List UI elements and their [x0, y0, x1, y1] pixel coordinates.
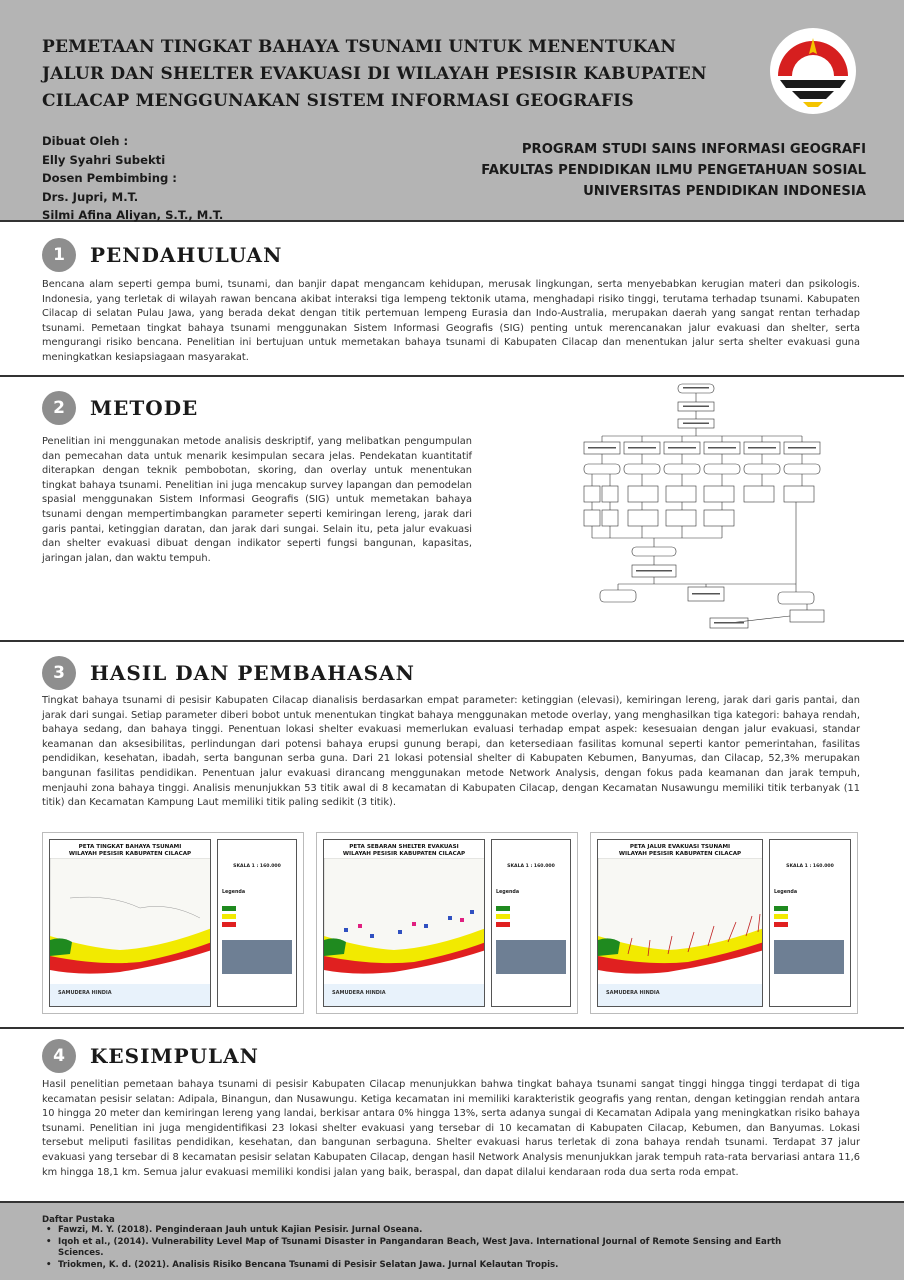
map-sea-label: SAMUDERA HINDIA [58, 990, 112, 996]
references-band [0, 1201, 904, 1280]
section-2-text: Penelitian ini menggunakan metode analisis deskriptif, yang melibatkan pengumpulan dan pemecahan data untuk menarik kesimpulan secara jelas. Pendekatan kuantitatif diterapkan dengan teknik pembobotan, skoring, dan overlay untuk menentukan tingkat bahaya tsunami. Penelitian ini juga mencakup survey lapangan dan pemodelan spasial menggunakan Sistem Informasi Geografis (SIG) untuk memetakan bahaya tsunami dengan mempertimbangkan parameter seperti kemiringan lereng, jarak dari garis pantai, ketinggian daratan, dan jarak dari sungai. Selain itu, peta jalur evakuasi dan shelter evakuasi dibuat dengan indikator seperti fungsi bangunan, kapasitas, jaringan jalan, dan waktu tempuh. [42, 436, 472, 564]
section-number-badge: 3 [42, 656, 76, 690]
map-legend-panel [769, 839, 851, 1007]
author-name: Elly Syahri Subekti [42, 152, 166, 167]
inset-map [496, 940, 566, 974]
section-number-badge: 2 [42, 391, 76, 425]
poster-title [42, 34, 762, 115]
map-canvas [323, 839, 485, 1007]
reference-item: • Iqoh et al., (2014). Vulnerability Level Map of Tsunami Disaster in Pangandaran Beach, West Java. International Journal of Remote Sensing and Earth Sciences. [44, 1237, 824, 1260]
map-scale: SKALA 1 : 160.000 [507, 864, 555, 869]
section-number-badge: 1 [42, 238, 76, 272]
section-3-text: Tingkat bahaya tsunami di pesisir Kabupaten Cilacap dianalisis berdasarkan empat parameter: ketinggian (elevasi), kemiringan lereng, jarak dari garis pantai, dan jarak dari sungai. Setiap parameter diberi bobot untuk menentukan tingkat bahaya menggunakan metode overlay, yang menghasilkan tiga kategori: bahaya rendah, bahaya sedang, dan bahaya tinggi. Penentuan lokasi shelter evakuasi memerlukan evaluasi terhadap empat aspek: kesesuaian dengan jalur evakuasi, standar keamanan dan aksesibilitas, perlindungan dari potensi bahaya erupsi gunung berapi, dan ketersediaan fasilitas komunal seperti kantor pemerintahan, fasilitas pendidikan, kesehatan, ibadah, serta bangunan serba guna. Dari 21 lokasi potensial shelter di Kabupaten Kebumen, Banyumas, dan Cilacap, 52,3% merupakan bangunan fasilitas pendidikan. Penentuan jalur evakuasi dirancang menggunakan metode Network Analysis, dengan fokus pada keamanan dan jarak tempuh, menjauhi zona bahaya tinggi. Analisis menunjukkan 53 titik awal di 8 kecamatan di Kabupaten Cilacap, dengan Kecamatan Nusawungu memiliki titik terbanyak (11 titik) dan Kecamatan Kampung Laut memiliki titik paling sedikit (3 titik). [42, 695, 860, 809]
section-title: PENDAHULUAN [90, 243, 283, 267]
study-program: PROGRAM STUDI SAINS INFORMASI GEOGRAFI [521, 142, 866, 157]
section-title: KESIMPULAN [90, 1044, 259, 1068]
section-divider [0, 375, 904, 377]
legend-swatch-low [222, 906, 236, 911]
map-legend-panel [491, 839, 571, 1007]
inset-map [222, 940, 292, 974]
map-scale: SKALA 1 : 160.000 [233, 864, 281, 869]
poster-header [0, 0, 904, 222]
supervisor-1: Drs. Jupri, M.T. [42, 189, 139, 204]
method-flowchart [580, 382, 872, 632]
legend-swatch-high [222, 922, 236, 927]
faculty: FAKULTAS PENDIDIKAN ILMU PENGETAHUAN SOSIAL [481, 163, 866, 178]
map-title: PETA JALUR EVAKUASI TSUNAMI WILAYAH PESISIR KABUPATEN CILACAP [618, 844, 742, 857]
legend-swatch-high [496, 922, 510, 927]
section-divider [0, 640, 904, 642]
supervisor-2: Silmi Afina Aliyan, S.T., M.T. [42, 208, 224, 223]
supervisor-label: Dosen Pembimbing : [42, 171, 177, 186]
map-title: PETA SEBARAN SHELTER EVAKUASI WILAYAH PESISIR KABUPATEN CILACAP [342, 844, 466, 857]
legend-swatch-high [774, 922, 788, 927]
legend-swatch-low [774, 906, 788, 911]
map-legend-title: Legenda [774, 890, 798, 895]
map-sea-label: SAMUDERA HINDIA [332, 990, 386, 996]
map-shelter-distribution [316, 832, 578, 1014]
map-canvas [597, 839, 763, 1007]
map-legend-title: Legenda [222, 890, 246, 895]
title-line-2: JALUR DAN SHELTER EVAKUASI DI WILAYAH PESISIR KABUPATEN [42, 64, 707, 84]
legend-swatch-low [496, 906, 510, 911]
institution-block [481, 139, 866, 202]
references-list [44, 1225, 824, 1271]
references-title: Daftar Pustaka [42, 1215, 115, 1225]
section-4-text: Hasil penelitian pemetaan bahaya tsunami di pesisir Kabupaten Cilacap menunjukkan bahwa tingkat bahaya tsunami sangat tinggi hingga tinggi terdapat di tiga kecamatan pesisir selatan: Adipala, Binangun, dan Nusawungu. Ketiga kecamatan ini memiliki karakteristik geografis yang rentan, dengan ketinggian rendah antara 10 hingga 20 meter dan kemiringan lereng yang landai, berkisar antara 0% hingga 13%, serta adanya sungai di Kecamatan Adipala yang meningkatkan risiko bahaya tsunami. Penelitian ini juga mengidentifikasi 23 lokasi shelter evakuasi yang tersebar di 10 kecamatan di Kabupaten Cilacap, Kebumen, dan Banyumas. Lokasi tersebut meliputi fasilitas pendidikan, kesehatan, dan bangunan serbaguna. Shelter evakuasi harus terletak di zona bahaya rendah tsunami. Terdapat 37 jalur evakuasi yang tersebar di 8 kecamatan pesisir selatan Kabupaten Cilacap, dengan hasil Network Analysis menunjukkan jarak tempuh rata-rata bervariasi antara 11,6 km hingga 18,1 km. Semua jalur evakuasi memiliki kondisi jalan yang baik, beraspal, dan dapat dilalui kendaraan roda dua serta roda empat. [42, 1079, 860, 1178]
map-sea-label: SAMUDERA HINDIA [606, 990, 660, 996]
map-scale: SKALA 1 : 160.000 [786, 864, 834, 869]
section-title: HASIL DAN PEMBAHASAN [90, 661, 415, 685]
author-label: Dibuat Oleh : [42, 134, 129, 148]
legend-swatch-medium [222, 914, 236, 919]
inset-map [774, 940, 844, 974]
section-1-text: Bencana alam seperti gempa bumi, tsunami, dan banjir dapat mengancam kehidupan, merusak lingkungan, serta menyebabkan kerugian materi dan psikologis. Indonesia, yang terletak di wilayah rawan bencana akibat interaksi tiga lempeng tektonik utama, menghadapi risiko tinggi, terutama terhadap tsunami. Kabupaten Cilacap di selatan Pulau Jawa, yang berada dekat dengan titik pertemuan lempeng Eurasia dan Indo-Australia, merupakan daerah yang sangat rentan terhadap tsunami. Pemetaan tingkat bahaya tsunami menggunakan Sistem Informasi Geografis (SIG) penting untuk merencanakan jalur evakuasi dan shelter, serta mengurangi risiko bencana. Penelitian ini bertujuan untuk memetakan bahaya tsunami di Kabupaten Cilacap dan menentukan jalur serta shelter evakuasi guna meningkatkan kesiapsiagaan masyarakat. [42, 279, 860, 363]
legend-swatch-medium [496, 914, 510, 919]
map-legend-title: Legenda [496, 890, 520, 895]
section-title: METODE [90, 396, 199, 420]
reference-item: • Triokmen, K. d. (2021). Analisis Risiko Bencana Tsunami di Pesisir Selatan Jawa. Jurnal Kelautan Tropis. [44, 1260, 824, 1272]
authors-block [42, 132, 223, 225]
map-legend-panel [217, 839, 297, 1007]
map-hazard-level [42, 832, 304, 1014]
section-number-badge: 4 [42, 1039, 76, 1073]
legend-swatch-medium [774, 914, 788, 919]
title-line-3: CILACAP MENGGUNAKAN SISTEM INFORMASI GEOGRAFIS [42, 91, 634, 111]
reference-item: • Fawzi, M. Y. (2018). Penginderaan Jauh untuk Kajian Pesisir. Jurnal Oseana. [44, 1225, 824, 1237]
title-line-1: PEMETAAN TINGKAT BAHAYA TSUNAMI UNTUK MENENTUKAN [42, 37, 677, 57]
map-canvas [49, 839, 211, 1007]
university-logo [770, 28, 856, 114]
section-divider [0, 1027, 904, 1029]
map-title: PETA TINGKAT BAHAYA TSUNAMI WILAYAH PESISIR KABUPATEN CILACAP [68, 844, 192, 857]
university: UNIVERSITAS PENDIDIKAN INDONESIA [583, 184, 866, 199]
map-evacuation-routes [590, 832, 858, 1014]
